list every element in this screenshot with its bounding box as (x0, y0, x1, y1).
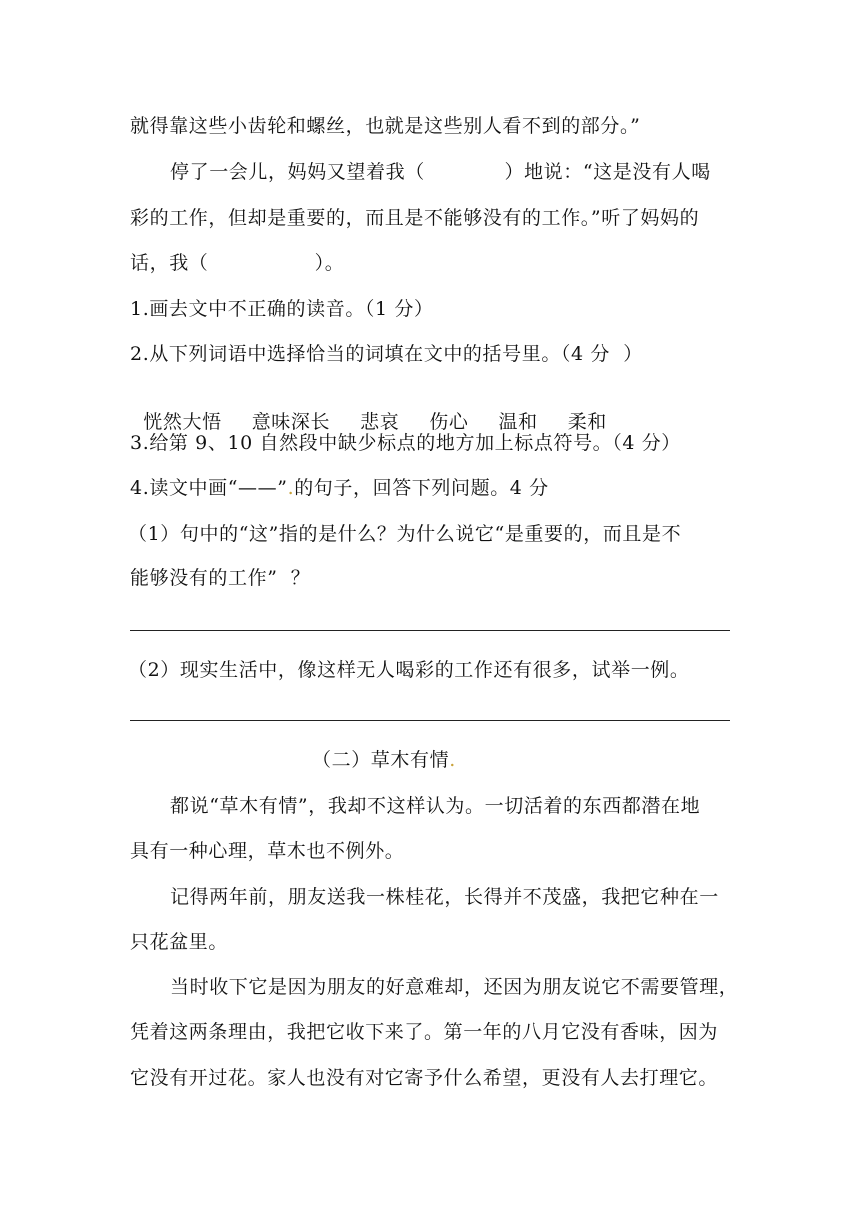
question-4-text: 4.读文中画“——” (130, 477, 288, 499)
passage-line: 彩的工作，但却是重要的，而且是不能够没有的工作。”听了妈妈的 (130, 207, 700, 229)
passage-line: 凭着这两条理由，我把它收下来了。第一年的八月它没有香味，因为 (130, 1021, 719, 1043)
passage-line: 记得两年前，朋友送我一株桂花，长得并不茂盛，我把它种在一 (170, 886, 719, 908)
question-4 (130, 476, 549, 500)
word-option: 悲哀 (360, 411, 400, 433)
question-4-text: 的句子，回答下列问题。4 分 (294, 477, 549, 499)
emphasis-dot: . (287, 477, 295, 499)
answer-line (130, 630, 730, 631)
section-title-text: （二）草木有情 (312, 749, 450, 771)
passage-line: 就得靠这些小齿轮和螺丝，也就是这些别人看不到的部分。” (130, 115, 641, 137)
question-4-sub1: 能够没有的工作” ？ (130, 567, 311, 589)
section-title (312, 748, 456, 772)
question-1: 1.画去文中不正确的读音。（1 分） (130, 298, 434, 320)
passage-line: 话，我（ ）。 (130, 252, 345, 274)
word-option: 柔和 (567, 411, 607, 433)
emphasis-dot: . (449, 749, 456, 771)
passage-line: 具有一种心理，草木也不例外。 (130, 840, 405, 862)
question-3: 3.给第 9、10 自然段中缺少标点的地方加上标点符号。（4 分） (130, 432, 681, 454)
passage-line: 都说“草木有情”，我却不这样认为。一切活着的东西都潜在地 (170, 795, 701, 817)
word-option: 意味深长 (251, 411, 331, 433)
answer-line (130, 720, 730, 721)
question-2: 2.从下列词语中选择恰当的词填在文中的括号里。（4 分 ） (130, 343, 643, 365)
passage-line: 停了一会儿，妈妈又望着我（ ）地说：“这是没有人喝 (170, 161, 711, 183)
passage-line: 只花盆里。 (130, 931, 229, 953)
word-option: 伤心 (429, 411, 469, 433)
word-option: 恍然大悟 (143, 411, 222, 433)
passage-line: 当时收下它是因为朋友的好意难却，还因为朋友说它不需要管理， (170, 976, 739, 998)
word-option: 温和 (498, 411, 538, 433)
word-options (130, 386, 637, 434)
question-4-sub1: （1）句中的“这”指的是什么？为什么说它“是重要的，而且是不 (128, 523, 682, 545)
question-4-sub2: （2）现实生活中，像这样无人喝彩的工作还有很多，试举一例。 (128, 659, 690, 681)
passage-line: 它没有开过花。家人也没有对它寄予什么希望，更没有人去打理它。 (130, 1067, 719, 1089)
